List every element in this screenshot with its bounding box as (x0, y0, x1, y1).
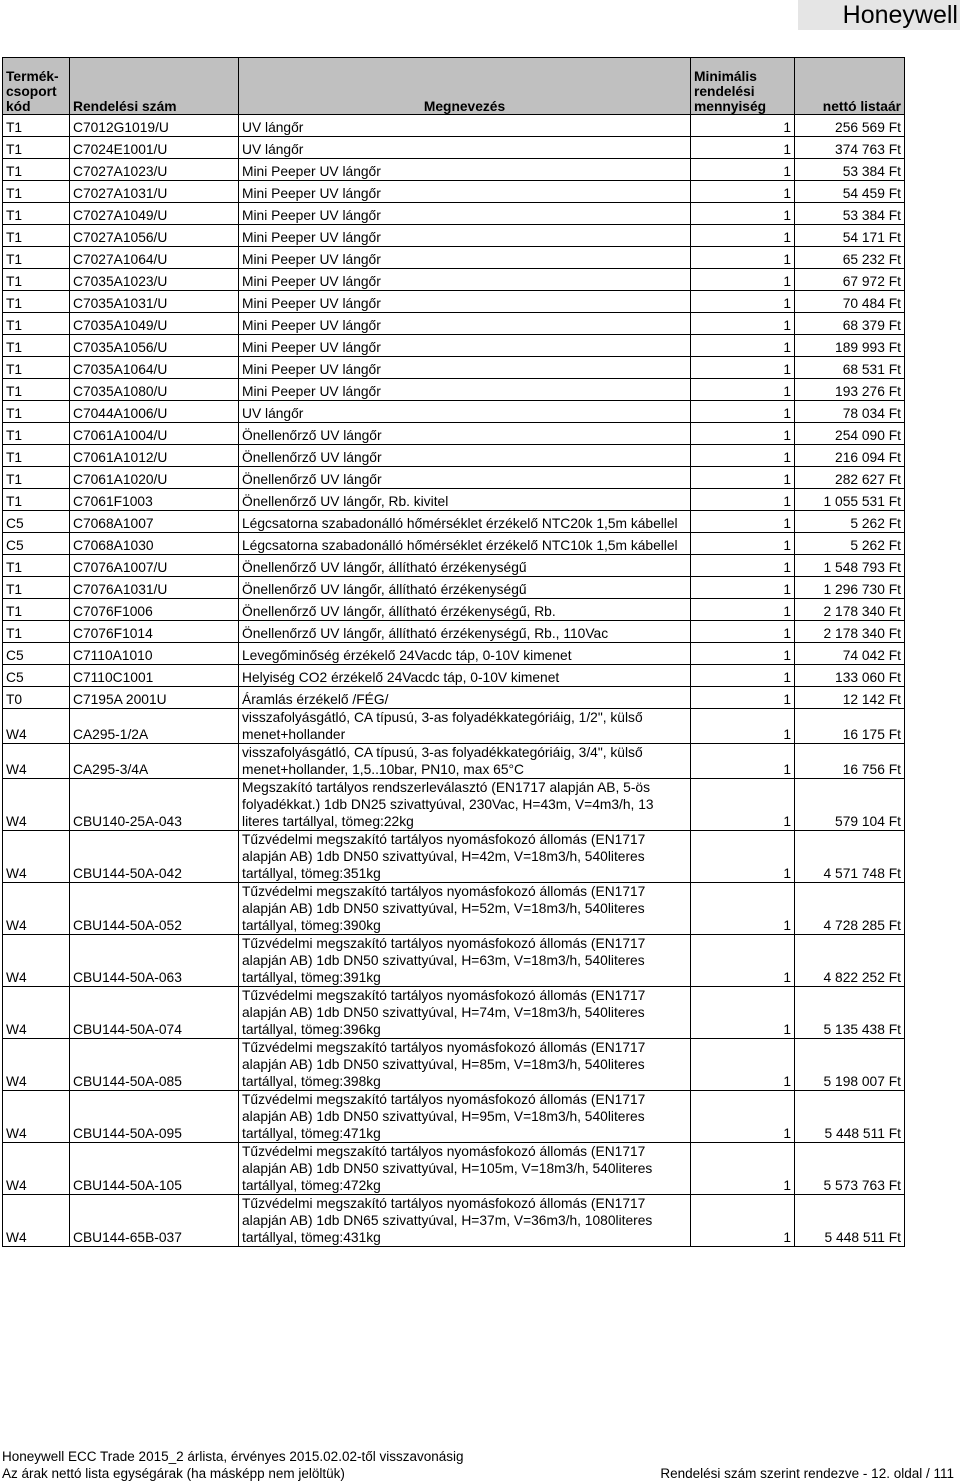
table-row (3, 779, 905, 831)
order-number-cell: C7027A1064/U (70, 247, 239, 269)
order-number-cell: C7035A1064/U (70, 357, 239, 379)
table-row (3, 269, 905, 291)
net-price-cell: 1 296 730 Ft (795, 577, 905, 599)
description-cell: Mini Peeper UV lángőr (239, 225, 691, 247)
min-quantity-cell: 1 (691, 115, 795, 137)
net-price-cell: 216 094 Ft (795, 445, 905, 467)
table-row (3, 357, 905, 379)
table-row (3, 709, 905, 744)
group-code-cell: T1 (3, 313, 70, 335)
header-min-quantity: Minimális rendelési mennyiség (691, 58, 795, 115)
net-price-cell: 12 142 Ft (795, 687, 905, 709)
description-cell: Mini Peeper UV lángőr (239, 357, 691, 379)
table-row (3, 555, 905, 577)
table-row (3, 577, 905, 599)
min-quantity-cell: 1 (691, 643, 795, 665)
order-number-cell: C7035A1080/U (70, 379, 239, 401)
group-code-cell: C5 (3, 533, 70, 555)
table-row (3, 115, 905, 137)
min-quantity-cell: 1 (691, 181, 795, 203)
order-number-cell: C7076A1031/U (70, 577, 239, 599)
table-row (3, 687, 905, 709)
order-number-cell: C7027A1031/U (70, 181, 239, 203)
table-row (3, 744, 905, 779)
net-price-cell: 16 756 Ft (795, 744, 905, 779)
description-cell: Önellenőrző UV lángőr, állítható érzékenységű, Rb., 110Vac (239, 621, 691, 643)
order-number-cell: CA295-1/2A (70, 709, 239, 744)
group-code-cell: W4 (3, 1039, 70, 1091)
net-price-cell: 5 573 763 Ft (795, 1143, 905, 1195)
min-quantity-cell: 1 (691, 883, 795, 935)
min-quantity-cell: 1 (691, 744, 795, 779)
group-code-cell: T1 (3, 555, 70, 577)
description-cell: UV lángőr (239, 401, 691, 423)
footer-page-info: Rendelési szám szerint rendezve - 12. oldal / 111 (660, 1466, 954, 1481)
min-quantity-cell: 1 (691, 555, 795, 577)
description-cell: Mini Peeper UV lángőr (239, 247, 691, 269)
group-code-cell: W4 (3, 935, 70, 987)
footer-price-note: Az árak nettó lista egységárak (ha másképp nem jelöltük) (2, 1466, 345, 1481)
order-number-cell: CBU140-25A-043 (70, 779, 239, 831)
group-code-cell: W4 (3, 744, 70, 779)
min-quantity-cell: 1 (691, 379, 795, 401)
price-list-table (2, 57, 905, 1247)
description-cell: Megszakító tartályos rendszerleválasztó (EN1717 alapján AB, 5-ös folyadékkat.) 1db DN25 szivattyúval, 230Vac, H=43m, V=4m3/h, 13 literes tartállyal, tömeg:22kg (239, 779, 691, 831)
group-code-cell: T1 (3, 423, 70, 445)
description-cell: Tűzvédelmi megszakító tartályos nyomásfokozó állomás (EN1717 alapján AB) 1db DN50 szivattyúval, H=74m, V=18m3/h, 540literes tartállyal, tömeg:396kg (239, 987, 691, 1039)
net-price-cell: 53 384 Ft (795, 159, 905, 181)
group-code-cell: W4 (3, 709, 70, 744)
min-quantity-cell: 1 (691, 935, 795, 987)
order-number-cell: C7061F1003 (70, 489, 239, 511)
table-row (3, 445, 905, 467)
min-quantity-cell: 1 (691, 1091, 795, 1143)
min-quantity-cell: 1 (691, 291, 795, 313)
order-number-cell: CA295-3/4A (70, 744, 239, 779)
table-row (3, 621, 905, 643)
description-cell: Tűzvédelmi megszakító tartályos nyomásfokozó állomás (EN1717 alapján AB) 1db DN65 szivattyúval, H=37m, V=36m3/h, 1080literes tartállyal, tömeg:431kg (239, 1195, 691, 1247)
order-number-cell: C7027A1056/U (70, 225, 239, 247)
description-cell: Önellenőrző UV lángőr, állítható érzékenységű (239, 555, 691, 577)
description-cell: Mini Peeper UV lángőr (239, 181, 691, 203)
description-cell: Tűzvédelmi megszakító tartályos nyomásfokozó állomás (EN1717 alapján AB) 1db DN50 szivattyúval, H=63m, V=18m3/h, 540literes tartállyal, tömeg:391kg (239, 935, 691, 987)
group-code-cell: T1 (3, 137, 70, 159)
min-quantity-cell: 1 (691, 335, 795, 357)
order-number-cell: CBU144-50A-074 (70, 987, 239, 1039)
min-quantity-cell: 1 (691, 137, 795, 159)
table-row (3, 511, 905, 533)
net-price-cell: 68 379 Ft (795, 313, 905, 335)
description-cell: Tűzvédelmi megszakító tartályos nyomásfokozó állomás (EN1717 alapján AB) 1db DN50 szivattyúval, H=105m, V=18m3/h, 540literes tartállyal, tömeg:472kg (239, 1143, 691, 1195)
description-cell: Mini Peeper UV lángőr (239, 203, 691, 225)
table-row (3, 643, 905, 665)
table-row (3, 1039, 905, 1091)
net-price-cell: 1 548 793 Ft (795, 555, 905, 577)
order-number-cell: C7024E1001/U (70, 137, 239, 159)
net-price-cell: 53 384 Ft (795, 203, 905, 225)
description-cell: Helyiség CO2 érzékelő 24Vacdc táp, 0-10V kimenet (239, 665, 691, 687)
min-quantity-cell: 1 (691, 665, 795, 687)
group-code-cell: T1 (3, 599, 70, 621)
net-price-cell: 5 198 007 Ft (795, 1039, 905, 1091)
order-number-cell: CBU144-50A-105 (70, 1143, 239, 1195)
min-quantity-cell: 1 (691, 831, 795, 883)
group-code-cell: W4 (3, 831, 70, 883)
min-quantity-cell: 1 (691, 489, 795, 511)
group-code-cell: T1 (3, 489, 70, 511)
group-code-cell: T1 (3, 203, 70, 225)
min-quantity-cell: 1 (691, 779, 795, 831)
min-quantity-cell: 1 (691, 1195, 795, 1247)
table-row (3, 137, 905, 159)
net-price-cell: 374 763 Ft (795, 137, 905, 159)
net-price-cell: 4 571 748 Ft (795, 831, 905, 883)
group-code-cell: T1 (3, 335, 70, 357)
min-quantity-cell: 1 (691, 511, 795, 533)
net-price-cell: 78 034 Ft (795, 401, 905, 423)
group-code-cell: T1 (3, 225, 70, 247)
order-number-cell: C7012G1019/U (70, 115, 239, 137)
net-price-cell: 193 276 Ft (795, 379, 905, 401)
min-quantity-cell: 1 (691, 423, 795, 445)
description-cell: Légcsatorna szabadonálló hőmérséklet érzékelő NTC10k 1,5m kábellel (239, 533, 691, 555)
order-number-cell: C7068A1007 (70, 511, 239, 533)
table-row (3, 489, 905, 511)
header-description: Megnevezés (239, 58, 691, 115)
net-price-cell: 189 993 Ft (795, 335, 905, 357)
table-row (3, 247, 905, 269)
min-quantity-cell: 1 (691, 401, 795, 423)
description-cell: Levegőminőség érzékelő 24Vacdc táp, 0-10V kimenet (239, 643, 691, 665)
table-row (3, 467, 905, 489)
min-quantity-cell: 1 (691, 225, 795, 247)
group-code-cell: T1 (3, 115, 70, 137)
description-cell: Mini Peeper UV lángőr (239, 269, 691, 291)
table-row (3, 665, 905, 687)
group-code-cell: T1 (3, 401, 70, 423)
description-cell: Önellenőrző UV lángőr, Rb. kivitel (239, 489, 691, 511)
table-header-row (3, 58, 905, 115)
description-cell: Mini Peeper UV lángőr (239, 313, 691, 335)
net-price-cell: 2 178 340 Ft (795, 621, 905, 643)
order-number-cell: CBU144-50A-042 (70, 831, 239, 883)
min-quantity-cell: 1 (691, 599, 795, 621)
group-code-cell: T1 (3, 379, 70, 401)
net-price-cell: 5 262 Ft (795, 511, 905, 533)
table-row (3, 335, 905, 357)
table-row (3, 379, 905, 401)
min-quantity-cell: 1 (691, 159, 795, 181)
description-cell: Mini Peeper UV lángőr (239, 291, 691, 313)
order-number-cell: C7035A1031/U (70, 291, 239, 313)
net-price-cell: 68 531 Ft (795, 357, 905, 379)
min-quantity-cell: 1 (691, 247, 795, 269)
net-price-cell: 16 175 Ft (795, 709, 905, 744)
net-price-cell: 74 042 Ft (795, 643, 905, 665)
min-quantity-cell: 1 (691, 987, 795, 1039)
group-code-cell: T1 (3, 445, 70, 467)
group-code-cell: W4 (3, 1091, 70, 1143)
min-quantity-cell: 1 (691, 1143, 795, 1195)
net-price-cell: 254 090 Ft (795, 423, 905, 445)
group-code-cell: T1 (3, 247, 70, 269)
min-quantity-cell: 1 (691, 1039, 795, 1091)
table-row (3, 935, 905, 987)
net-price-cell: 2 178 340 Ft (795, 599, 905, 621)
header-group-code: Termék- csoport kód (3, 58, 70, 115)
order-number-cell: C7035A1056/U (70, 335, 239, 357)
group-code-cell: T1 (3, 269, 70, 291)
net-price-cell: 4 728 285 Ft (795, 883, 905, 935)
order-number-cell: C7076F1006 (70, 599, 239, 621)
group-code-cell: T1 (3, 357, 70, 379)
order-number-cell: C7044A1006/U (70, 401, 239, 423)
table-row (3, 987, 905, 1039)
table-row (3, 181, 905, 203)
group-code-cell: W4 (3, 883, 70, 935)
group-code-cell: W4 (3, 1143, 70, 1195)
min-quantity-cell: 1 (691, 533, 795, 555)
description-cell: Önellenőrző UV lángőr (239, 423, 691, 445)
table-row (3, 423, 905, 445)
order-number-cell: C7110C1001 (70, 665, 239, 687)
description-cell: Mini Peeper UV lángőr (239, 379, 691, 401)
min-quantity-cell: 1 (691, 357, 795, 379)
net-price-cell: 133 060 Ft (795, 665, 905, 687)
table-row (3, 225, 905, 247)
description-cell: Önellenőrző UV lángőr, állítható érzékenységű (239, 577, 691, 599)
order-number-cell: C7061A1012/U (70, 445, 239, 467)
min-quantity-cell: 1 (691, 577, 795, 599)
description-cell: visszafolyásgátló, CA típusú, 3-as folyadékkategóriáig, 3/4", külső menet+hollander, 1,5..10bar, PN10, max 65°C (239, 744, 691, 779)
net-price-cell: 5 262 Ft (795, 533, 905, 555)
description-cell: Önellenőrző UV lángőr (239, 467, 691, 489)
footer-validity: Honeywell ECC Trade 2015_2 árlista, érvényes 2015.02.02-től visszavonásig (2, 1449, 464, 1464)
net-price-cell: 67 972 Ft (795, 269, 905, 291)
description-cell: visszafolyásgátló, CA típusú, 3-as folyadékkategóriáig, 1/2", külső menet+hollander (239, 709, 691, 744)
order-number-cell: C7061A1004/U (70, 423, 239, 445)
table-row (3, 159, 905, 181)
min-quantity-cell: 1 (691, 445, 795, 467)
net-price-cell: 65 232 Ft (795, 247, 905, 269)
table-row (3, 533, 905, 555)
order-number-cell: C7027A1023/U (70, 159, 239, 181)
description-cell: Légcsatorna szabadonálló hőmérséklet érzékelő NTC20k 1,5m kábellel (239, 511, 691, 533)
order-number-cell: CBU144-65B-037 (70, 1195, 239, 1247)
table-row (3, 1195, 905, 1247)
description-cell: Tűzvédelmi megszakító tartályos nyomásfokozó állomás (EN1717 alapján AB) 1db DN50 szivattyúval, H=42m, V=18m3/h, 540literes tartállyal, tömeg:351kg (239, 831, 691, 883)
order-number-cell: C7195A 2001U (70, 687, 239, 709)
min-quantity-cell: 1 (691, 313, 795, 335)
group-code-cell: C5 (3, 511, 70, 533)
header-net-price: nettó listaár (795, 58, 905, 115)
table-row (3, 203, 905, 225)
net-price-cell: 70 484 Ft (795, 291, 905, 313)
min-quantity-cell: 1 (691, 467, 795, 489)
net-price-cell: 1 055 531 Ft (795, 489, 905, 511)
group-code-cell: W4 (3, 987, 70, 1039)
description-cell: Tűzvédelmi megszakító tartályos nyomásfokozó állomás (EN1717 alapján AB) 1db DN50 szivattyúval, H=95m, V=18m3/h, 540literes tartállyal, tömeg:471kg (239, 1091, 691, 1143)
group-code-cell: W4 (3, 1195, 70, 1247)
table-row (3, 599, 905, 621)
table-row (3, 291, 905, 313)
order-number-cell: CBU144-50A-085 (70, 1039, 239, 1091)
table-body (3, 115, 905, 1247)
net-price-cell: 54 171 Ft (795, 225, 905, 247)
table-row (3, 1091, 905, 1143)
order-number-cell: CBU144-50A-063 (70, 935, 239, 987)
group-code-cell: T1 (3, 621, 70, 643)
table-row (3, 831, 905, 883)
net-price-cell: 282 627 Ft (795, 467, 905, 489)
description-cell: Önellenőrző UV lángőr (239, 445, 691, 467)
group-code-cell: T1 (3, 467, 70, 489)
group-code-cell: C5 (3, 665, 70, 687)
group-code-cell: T1 (3, 291, 70, 313)
order-number-cell: C7068A1030 (70, 533, 239, 555)
order-number-cell: CBU144-50A-052 (70, 883, 239, 935)
order-number-cell: C7061A1020/U (70, 467, 239, 489)
table-row (3, 401, 905, 423)
table-row (3, 1143, 905, 1195)
group-code-cell: T1 (3, 577, 70, 599)
group-code-cell: C5 (3, 643, 70, 665)
min-quantity-cell: 1 (691, 269, 795, 291)
order-number-cell: C7110A1010 (70, 643, 239, 665)
description-cell: UV lángőr (239, 115, 691, 137)
group-code-cell: T1 (3, 181, 70, 203)
order-number-cell: C7035A1023/U (70, 269, 239, 291)
description-cell: Áramlás érzékelő /FÉG/ (239, 687, 691, 709)
description-cell: Tűzvédelmi megszakító tartályos nyomásfokozó állomás (EN1717 alapján AB) 1db DN50 szivattyúval, H=85m, V=18m3/h, 540literes tartállyal, tömeg:398kg (239, 1039, 691, 1091)
min-quantity-cell: 1 (691, 709, 795, 744)
order-number-cell: C7076A1007/U (70, 555, 239, 577)
net-price-cell: 256 569 Ft (795, 115, 905, 137)
group-code-cell: T1 (3, 159, 70, 181)
net-price-cell: 54 459 Ft (795, 181, 905, 203)
group-code-cell: T0 (3, 687, 70, 709)
description-cell: Önellenőrző UV lángőr, állítható érzékenységű, Rb. (239, 599, 691, 621)
description-cell: UV lángőr (239, 137, 691, 159)
min-quantity-cell: 1 (691, 687, 795, 709)
description-cell: Mini Peeper UV lángőr (239, 335, 691, 357)
net-price-cell: 5 135 438 Ft (795, 987, 905, 1039)
order-number-cell: C7035A1049/U (70, 313, 239, 335)
net-price-cell: 5 448 511 Ft (795, 1091, 905, 1143)
order-number-cell: C7076F1014 (70, 621, 239, 643)
table-row (3, 883, 905, 935)
net-price-cell: 5 448 511 Ft (795, 1195, 905, 1247)
description-cell: Tűzvédelmi megszakító tartályos nyomásfokozó állomás (EN1717 alapján AB) 1db DN50 szivattyúval, H=52m, V=18m3/h, 540literes tartállyal, tömeg:390kg (239, 883, 691, 935)
net-price-cell: 579 104 Ft (795, 779, 905, 831)
description-cell: Mini Peeper UV lángőr (239, 159, 691, 181)
brand-logo-text: Honeywell (798, 0, 960, 30)
order-number-cell: CBU144-50A-095 (70, 1091, 239, 1143)
group-code-cell: W4 (3, 779, 70, 831)
net-price-cell: 4 822 252 Ft (795, 935, 905, 987)
min-quantity-cell: 1 (691, 621, 795, 643)
min-quantity-cell: 1 (691, 203, 795, 225)
table-row (3, 313, 905, 335)
order-number-cell: C7027A1049/U (70, 203, 239, 225)
header-order-number: Rendelési szám (70, 58, 239, 115)
